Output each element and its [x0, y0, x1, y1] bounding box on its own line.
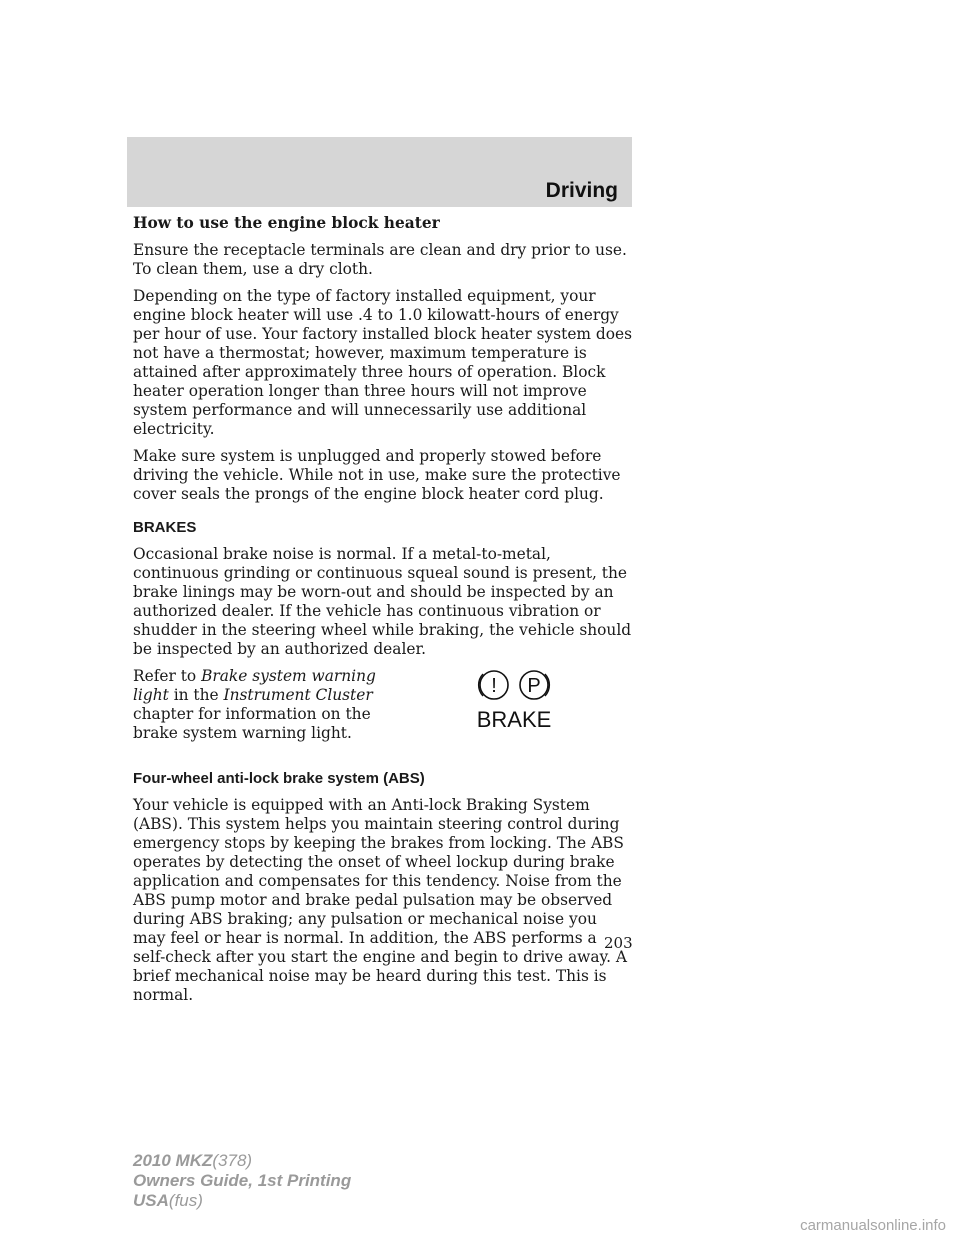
paragraph-clean-terminals: Ensure the receptacle terminals are clean and dry prior to use. To clean them, use a dry cloth. [133, 241, 627, 278]
refer-prefix: Refer to [133, 667, 202, 685]
refer-suffix: chapter for information on the brake system warning light. [133, 705, 371, 742]
footer-model: 2010 MKZ [133, 1151, 213, 1170]
paragraph-abs: Your vehicle is equipped with an Anti-lock Braking System (ABS). This system helps you maintain steering control during emergency stops by keeping the brakes from locking. The ABS operates by detecting the onset of wheel lockup during brake application and compensates for this tendency. Noise from the ABS pump motor and brake pedal pulsation may be observed during ABS braking; any pulsation or mechanical noise you may feel or hear is normal. In addition, the ABS performs a self-check after you start the engine and begin to drive away. A brief mechanical noise may be heard during this test. This is normal. [133, 796, 628, 1004]
heading-abs: Four-wheel anti-lock brake system (ABS) [133, 770, 425, 787]
footer-region-code: (fus) [168, 1191, 203, 1210]
paragraph-brake-noise: Occasional brake noise is normal. If a metal-to-metal, continuous grinding or continuous squeal sound is present, the brake linings may be worn-out and should be inspected by an authorized dealer. If the vehicle has continuous vibration or shudder in the steering wheel while braking, the vehicle should be inspected by an authorized dealer. [133, 545, 632, 658]
section-header [127, 137, 632, 207]
brake-icon-label: BRAKE [476, 707, 552, 731]
refer-text [133, 667, 395, 743]
refer-block [133, 667, 633, 755]
heading-block-heater: How to use the engine block heater [133, 214, 440, 232]
refer-mid: in the [168, 686, 224, 704]
paragraph-unplug: Make sure system is unplugged and properly stowed before driving the vehicle. While not in use, make sure the protective cover seals the prongs of the engine block heater cord plug. [133, 447, 621, 503]
refer-instrument-cluster: Instrument Cluster [223, 686, 373, 704]
heading-brakes: BRAKES [133, 519, 197, 536]
footer [133, 1151, 351, 1211]
paragraph-energy-usage: Depending on the type of factory installed equipment, your engine block heater will use .4 to 1.0 kilowatt-hours of energy per hour of use. Your factory installed block heater system does not have a thermostat; however, maximum temperature is attained after approximately three hours of operation. Block heater operation longer than three hours will not improve system performance and will unnecessarily use additional electricity. [133, 287, 633, 438]
footer-region: USA [133, 1191, 169, 1210]
brake-warning-icon [463, 669, 563, 731]
page-number: 203 [604, 934, 633, 952]
brake-icon-exclamation: ! [491, 675, 497, 697]
page-content [133, 214, 633, 1013]
footer-guide: Owners Guide, 1st Printing [133, 1171, 352, 1190]
section-title: Driving [545, 179, 618, 202]
watermark: carmanualsonline.info [800, 1217, 946, 1234]
brake-icon-p: P [527, 675, 541, 697]
footer-model-code: (378) [212, 1151, 253, 1170]
refer-brake-warning-light: Brake system warning light [133, 667, 376, 704]
